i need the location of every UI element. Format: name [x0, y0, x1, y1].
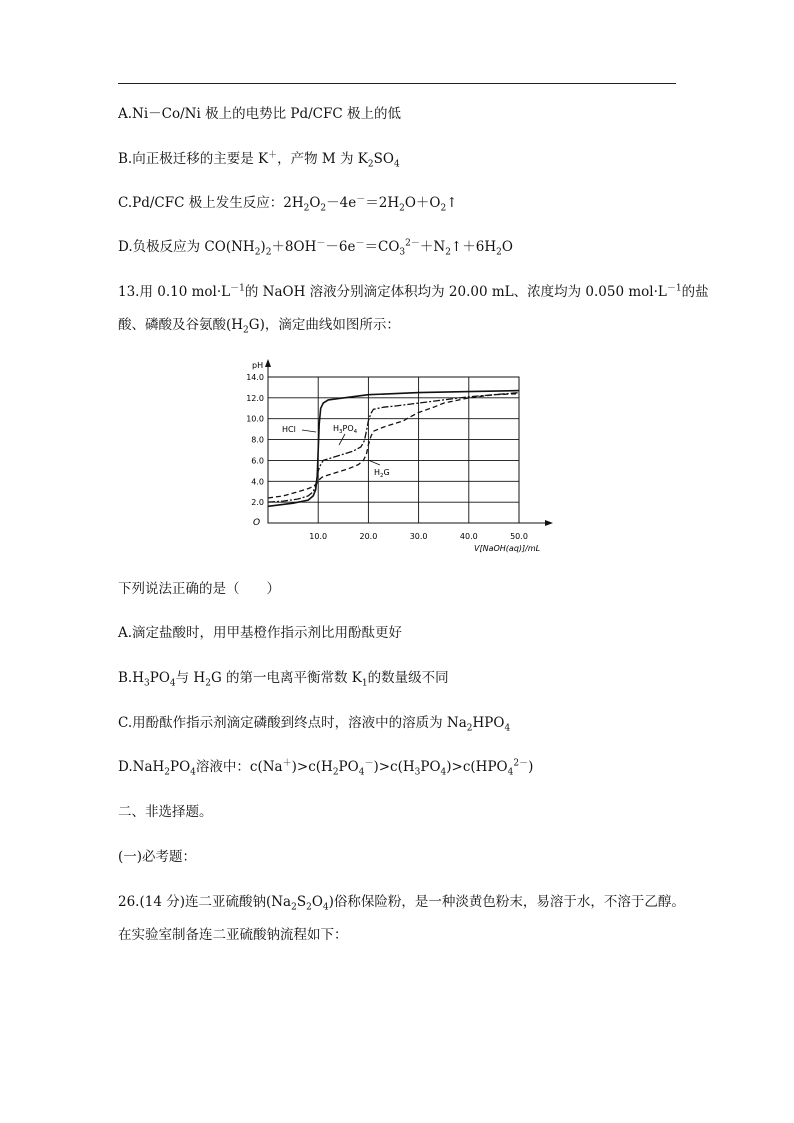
x-axis-label: V[NaOH(aq)]/mL: [474, 544, 541, 553]
x-tick-label: 50.0: [510, 532, 528, 541]
y-axis-arrow: [265, 359, 271, 367]
titration-chart: [244, 348, 564, 560]
x-tick-label: 20.0: [359, 532, 378, 541]
prev-option-d: D.负极反应为 $CO(NH_2)_2+8OH^--6e^-=CO_3^{2-}+N_2↑+6H_2O$: [118, 238, 513, 258]
curve-hcl: [268, 391, 519, 507]
y-tick-label: 2.0: [251, 498, 264, 508]
prev-option-a: A.Ni－Co/Ni 极上的电势比 Pd/CFC 极上的低: [118, 106, 401, 122]
hcl-label: HCl: [282, 425, 296, 434]
chart-curves: [268, 391, 519, 507]
hcl-label-leader: [302, 430, 316, 432]
y-tick-label: 10.0: [246, 414, 264, 424]
q26-stem-line1: 26.(14 分)连二亚硫酸钠$(Na_2S_2O_4)$俗称保险粉，是一种淡黄色粉末，易溶于水，不溶于乙醇。: [118, 894, 685, 913]
y-tick-label: 8.0: [251, 435, 264, 445]
x-tick-label: 30.0: [409, 532, 428, 541]
h3po4-label: $H_3PO_4$: [333, 424, 358, 435]
q13-stem-line2: 酸、磷酸及谷氨酸$(H_2G)$，滴定曲线如图所示：: [118, 317, 400, 336]
q13-option-d: $D.NaH_2PO_4$溶液中：$c(Na^+)>c(H_2PO_4^-)>c(H_3PO_4)>c(HPO_4^{2-})$: [118, 758, 534, 778]
chart-axes: [265, 359, 553, 526]
y-tick-label: 4.0: [251, 477, 264, 487]
h2g-label: $H_2G$: [374, 468, 390, 479]
x-tick-label: 40.0: [459, 532, 478, 541]
x-tick-label: 10.0: [309, 532, 328, 541]
origin-label: O: [253, 518, 261, 528]
prev-option-b: B.向正极迁移的主要是 K＋，产物 M 为 $K_2SO_4$: [118, 150, 400, 170]
section-heading: 二、非选择题。: [118, 804, 213, 820]
q13-option-a: A.滴定盐酸时，用甲基橙作指示剂比用酚酞更好: [118, 625, 403, 641]
q13-prompt: 下列说法正确的是（ ）: [118, 581, 280, 597]
x-axis-arrow: [545, 520, 553, 526]
curve-h2g: [268, 394, 519, 498]
q13-option-c: C.用酚酞作指示剂滴定磷酸到终点时，溶液中的溶质为 $Na_2HPO_4$: [118, 715, 511, 734]
required-heading: (一)必考题：: [118, 849, 197, 865]
q26-stem-line2: 在实验室制备连二亚硫酸钠流程如下：: [118, 927, 348, 943]
prev-option-c: C.Pd/CFC 极上发生反应：$2H_2O_2-4e^-=2H_2O+O_2↑$: [118, 194, 458, 214]
curve-h3po4: [268, 393, 519, 503]
y-tick-label: 14.0: [246, 373, 264, 382]
y-axis-label: pH: [252, 361, 264, 370]
y-tick-label: 12.0: [246, 393, 264, 403]
header-rule: [118, 83, 676, 84]
q13-option-b: $B.H_3PO_4$与 $H_2G$ 的第一电离平衡常数 $K_1$的数量级不同: [118, 670, 449, 689]
y-tick-label: 6.0: [251, 456, 264, 466]
q13-stem-line1: 13.用 0.10 $mol\cdot L^{-1}$的 NaOH 溶液分别滴定体积均为 20.00 mL、浓度均为 0.050 $mol\cdot L^{-1}$的盐: [118, 283, 709, 300]
